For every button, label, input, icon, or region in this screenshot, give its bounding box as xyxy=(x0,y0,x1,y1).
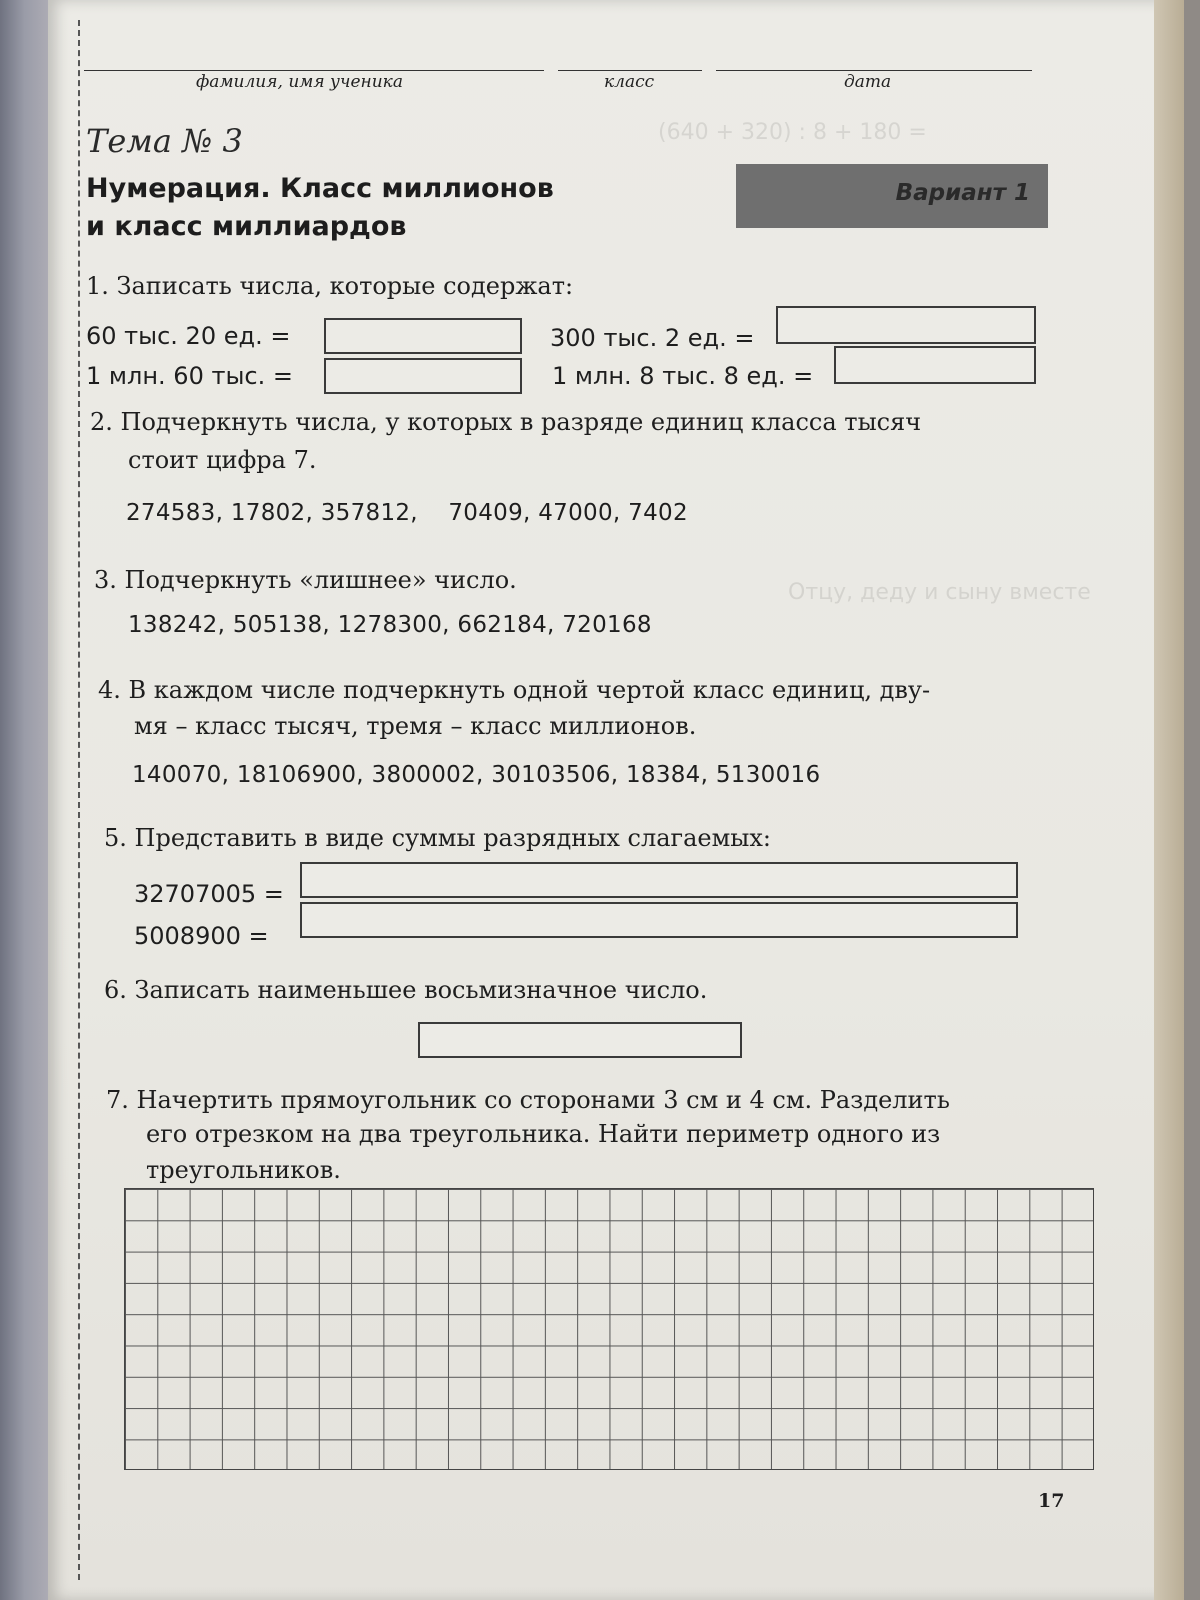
task-7-text: 7. Начертить прямоугольник со сторонами 3 см и 4 см. Разделить xyxy=(106,1086,950,1114)
task-4-text: 4. В каждом числе подчеркнуть одной чертой класс единиц, дву- xyxy=(98,676,931,704)
task-4-text: мя – класс тысяч, тремя – класс миллионов. xyxy=(134,712,697,740)
task-1-item: 60 тыс. 20 ед. = xyxy=(86,322,291,350)
class-label: класс xyxy=(604,72,655,92)
task-3-text: 3. Подчеркнуть «лишнее» число. xyxy=(94,566,517,594)
task-1-text: 1. Записать числа, которые содержат: xyxy=(86,272,574,300)
topic-title-line: и класс миллиардов xyxy=(86,211,407,242)
answer-box[interactable] xyxy=(324,318,522,354)
answer-box[interactable] xyxy=(776,306,1036,344)
bleed-through: (640 + 320) : 8 + 180 = xyxy=(658,120,927,145)
task-7-text: треугольников. xyxy=(146,1156,341,1184)
task-2-numbers: 274583, 17802, 357812, 70409, 47000, 7402 xyxy=(126,500,688,526)
answer-box[interactable] xyxy=(834,346,1036,384)
task-2-text: 2. Подчеркнуть числа, у которых в разряде единиц класса тысяч xyxy=(90,408,922,436)
student-name-label: фамилия, имя ученика xyxy=(196,72,403,92)
answer-box[interactable] xyxy=(418,1022,742,1058)
answer-box[interactable] xyxy=(300,862,1018,898)
task-2-text: стоит цифра 7. xyxy=(128,446,317,474)
cut-line xyxy=(78,20,80,1580)
task-5-item: 32707005 = xyxy=(134,880,284,908)
student-name-line[interactable] xyxy=(84,70,544,71)
task-5-text: 5. Представить в виде суммы разрядных слагаемых: xyxy=(104,824,771,852)
topic-number: Тема № 3 xyxy=(86,122,243,160)
class-line[interactable] xyxy=(558,70,702,71)
topic-title-line: Нумерация. Класс миллионов xyxy=(86,173,554,204)
task-5-item: 5008900 = xyxy=(134,922,269,950)
date-line[interactable] xyxy=(716,70,1032,71)
topic-title xyxy=(86,170,646,246)
task-4-numbers: 140070, 18106900, 3800002, 30103506, 18384, 5130016 xyxy=(132,762,821,788)
bleed-through: Отцу, деду и сыну вместе xyxy=(788,580,1091,605)
task-7-text: его отрезком на два треугольника. Найти периметр одного из xyxy=(146,1120,941,1148)
answer-box[interactable] xyxy=(324,358,522,394)
answer-box[interactable] xyxy=(300,902,1018,938)
drawing-grid[interactable] xyxy=(124,1188,1094,1470)
task-1-item: 300 тыс. 2 ед. = xyxy=(550,324,755,352)
task-3-numbers: 138242, 505138, 1278300, 662184, 720168 xyxy=(128,612,652,638)
page-number: 17 xyxy=(1038,1490,1065,1512)
variant-badge: Вариант 1 xyxy=(736,164,1048,228)
date-label: дата xyxy=(844,72,892,92)
task-1-item: 1 млн. 8 тыс. 8 ед. = xyxy=(552,362,814,390)
task-6-text: 6. Записать наименьшее восьмизначное число. xyxy=(104,976,708,1004)
page-edge xyxy=(1154,0,1184,1600)
task-1-item: 1 млн. 60 тыс. = xyxy=(86,362,293,390)
worksheet-page xyxy=(48,0,1184,1600)
